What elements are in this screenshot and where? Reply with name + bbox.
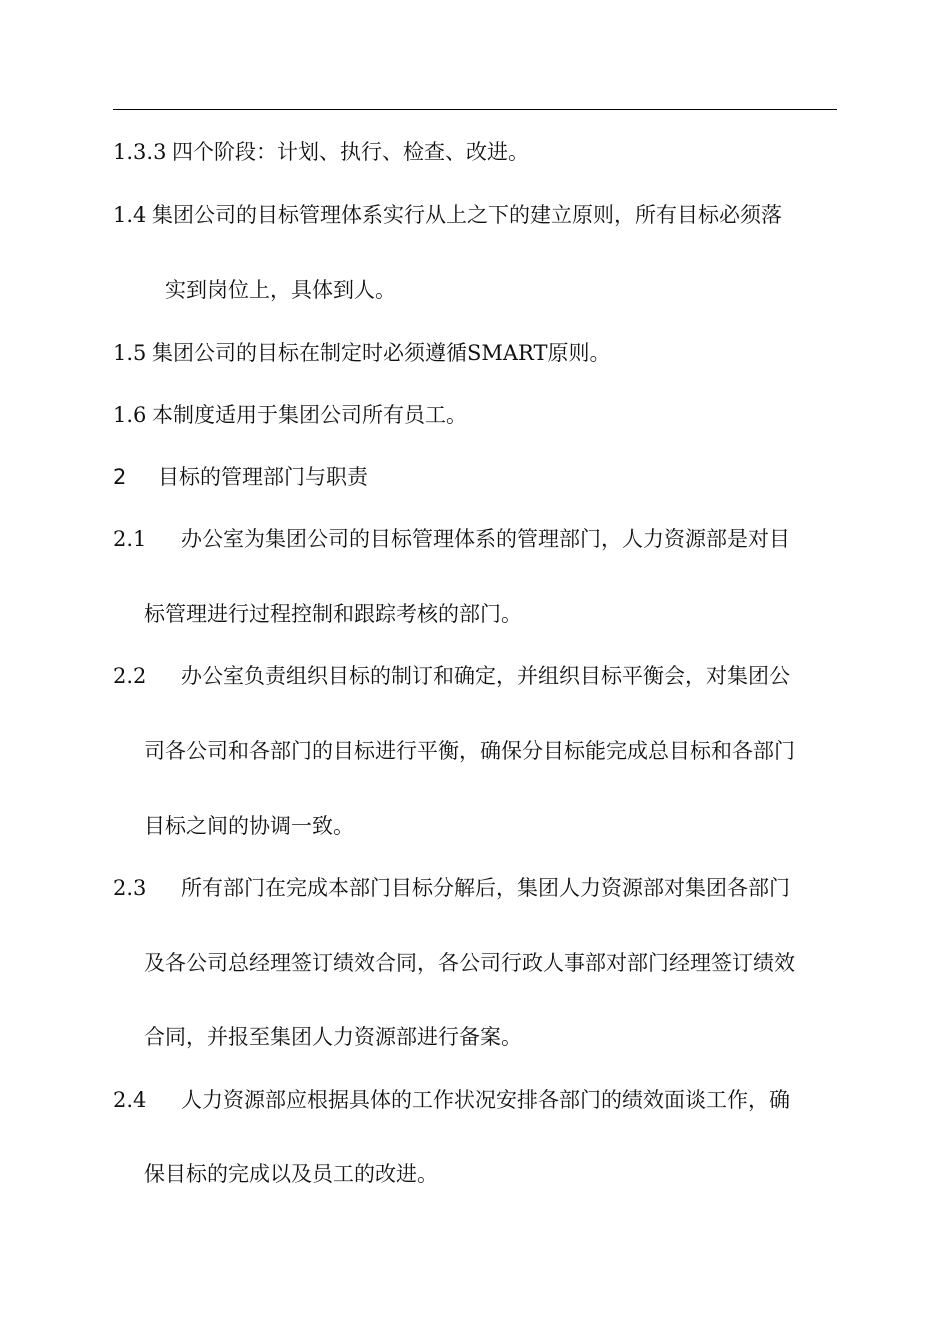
paragraph-line: 保目标的完成以及员工的改进。 (144, 1162, 438, 1186)
paragraph-line: 办公室负责组织目标的制订和确定，并组织目标平衡会，对集团公 (181, 664, 790, 688)
paragraph-line: 实到岗位上，具体到人。 (165, 278, 396, 302)
paragraph-line: 本制度适用于集团公司所有员工。 (152, 403, 467, 427)
paragraph-line: 集团公司的目标管理体系实行从上之下的建立原则，所有目标必须落 (152, 203, 782, 227)
paragraph-line: 及各公司总经理签订绩效合同，各公司行政人事部对部门经理签订绩效 (144, 951, 795, 975)
paragraph-line: 集团公司的目标在制定时必须遵循SMART原则。 (152, 341, 611, 365)
item-number: 2.4 (113, 1088, 147, 1112)
item-number: 1.4 (113, 203, 147, 227)
header-rule (113, 109, 837, 110)
item-number: 2.1 (113, 527, 147, 551)
paragraph-line: 办公室为集团公司的目标管理体系的管理部门，人力资源部是对目 (181, 527, 790, 551)
section-number: 2 (113, 465, 127, 489)
paragraph-line: 合同，并报至集团人力资源部进行备案。 (144, 1025, 522, 1049)
paragraph-line: 标管理进行过程控制和跟踪考核的部门。 (144, 602, 522, 626)
section-heading: 目标的管理部门与职责 (158, 465, 368, 489)
item-number: 1.6 (113, 403, 147, 427)
paragraph-line: 司各公司和各部门的目标进行平衡，确保分目标能完成总目标和各部门 (144, 739, 795, 763)
paragraph-line: 四个阶段：计划、执行、检查、改进。 (172, 140, 529, 164)
paragraph-line: 人力资源部应根据具体的工作状况安排各部门的绩效面谈工作，确 (181, 1088, 790, 1112)
item-number: 1.3.3 (113, 140, 167, 164)
item-number: 1.5 (113, 341, 147, 365)
item-number: 2.3 (113, 876, 147, 900)
paragraph-line: 所有部门在完成本部门目标分解后，集团人力资源部对集团各部门 (181, 876, 790, 900)
paragraph-line: 目标之间的协调一致。 (144, 814, 354, 838)
item-number: 2.2 (113, 664, 147, 688)
